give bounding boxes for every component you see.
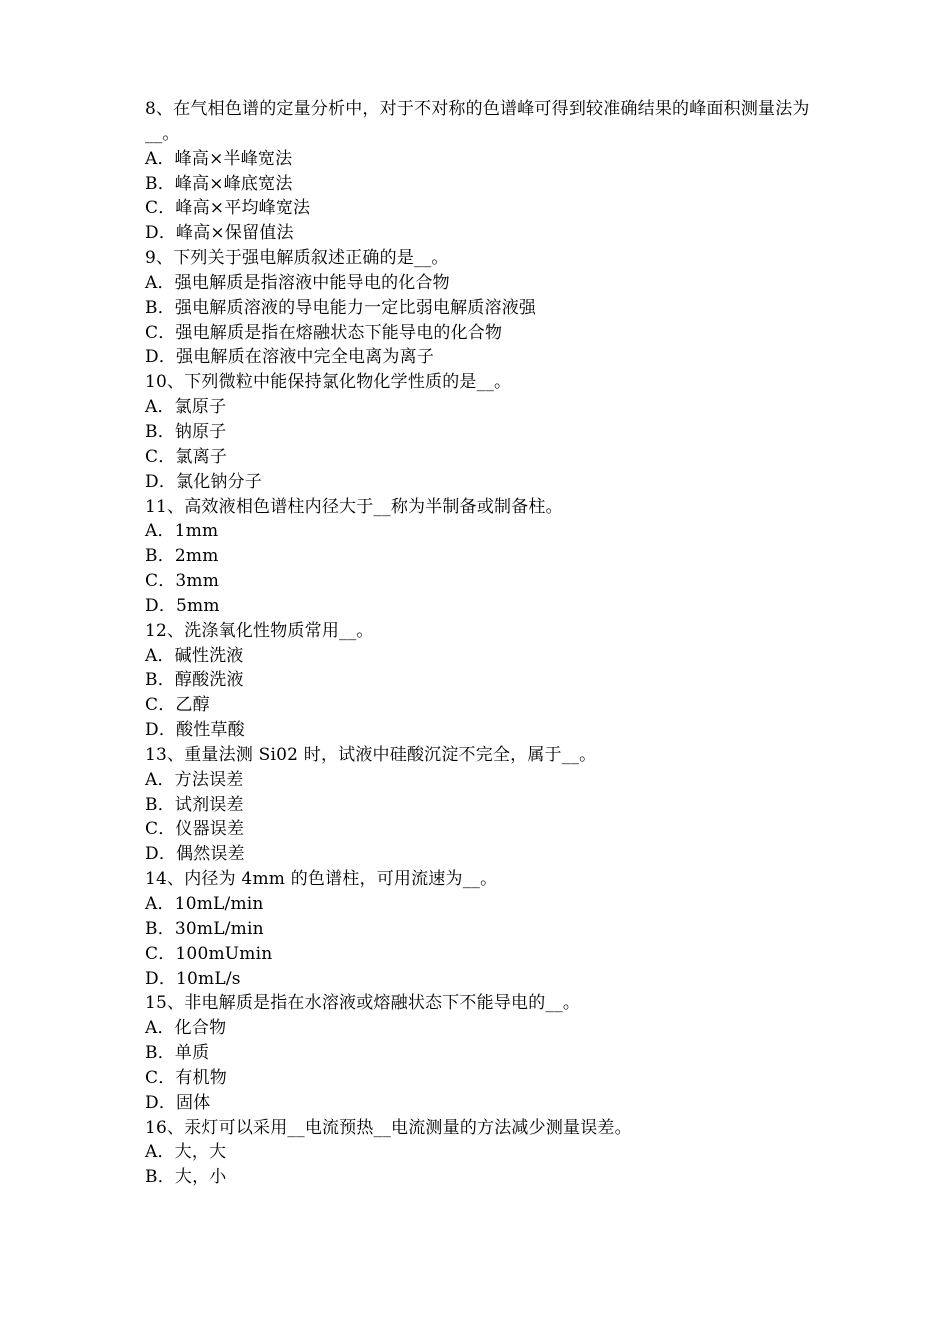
option-c: C．乙醇 bbox=[145, 695, 210, 716]
question-stem: 10、下列微粒中能保持氯化物化学性质的是__。 bbox=[145, 372, 512, 393]
option-a: A．化合物 bbox=[145, 1018, 227, 1039]
option-a: A．碱性洗液 bbox=[145, 645, 244, 666]
option-d: D．5mm bbox=[145, 595, 220, 616]
document-page bbox=[145, 97, 815, 1190]
option-b: B．单质 bbox=[145, 1043, 210, 1064]
option-b: B．峰高×峰底宽法 bbox=[145, 173, 293, 194]
question-8 bbox=[145, 97, 815, 246]
option-c: C．峰高×平均峰宽法 bbox=[145, 198, 311, 219]
question-stem: 11、高效液相色谱柱内径大于__称为半制备或制备柱。 bbox=[145, 496, 563, 517]
option-d: D．酸性草酸 bbox=[145, 720, 245, 741]
question-stem: 9、下列关于强电解质叙述正确的是__。 bbox=[145, 248, 449, 269]
question-10 bbox=[145, 370, 815, 494]
option-d: D．固体 bbox=[145, 1092, 211, 1113]
option-b: B．2mm bbox=[145, 546, 219, 567]
question-9 bbox=[145, 246, 815, 370]
option-b: B．30mL/min bbox=[145, 918, 264, 939]
option-a: A．1mm bbox=[145, 521, 219, 542]
question-stem: 16、汞灯可以采用__电流预热__电流测量的方法减少测量误差。 bbox=[145, 1117, 632, 1138]
option-a: A．强电解质是指溶液中能导电的化合物 bbox=[145, 272, 450, 293]
option-c: C．强电解质是指在熔融状态下能导电的化合物 bbox=[145, 322, 503, 343]
option-c: C．100mUmin bbox=[145, 943, 273, 964]
question-11 bbox=[145, 495, 815, 619]
option-c: C．3mm bbox=[145, 571, 220, 592]
option-b: B．钠原子 bbox=[145, 421, 227, 442]
option-d: D．峰高×保留值法 bbox=[145, 223, 294, 244]
question-14 bbox=[145, 867, 815, 991]
question-15 bbox=[145, 991, 815, 1115]
option-c: C．有机物 bbox=[145, 1067, 228, 1088]
question-stem: 14、内径为 4mm 的色谱柱，可用流速为__。 bbox=[145, 869, 498, 890]
option-a: A．10mL/min bbox=[145, 894, 264, 914]
option-b: B．大，小 bbox=[145, 1167, 227, 1188]
option-a: A．峰高×半峰宽法 bbox=[145, 148, 293, 169]
option-d: D．氯化钠分子 bbox=[145, 471, 263, 492]
question-16 bbox=[145, 1116, 815, 1191]
option-b: B．强电解质溶液的导电能力一定比弱电解质溶液强 bbox=[145, 297, 537, 318]
option-d: D．偶然误差 bbox=[145, 844, 245, 865]
question-12 bbox=[145, 619, 815, 743]
question-stem: 15、非电解质是指在水溶液或熔融状态下不能导电的__。 bbox=[145, 993, 581, 1014]
question-stem: 8、在气相色谱的定量分析中，对于不对称的色谱峰可得到较准确结果的峰面积测量法为__。 bbox=[145, 99, 810, 144]
option-c: C．仪器误差 bbox=[145, 819, 245, 840]
option-d: D．强电解质在溶液中完全电离为离子 bbox=[145, 347, 435, 368]
question-stem: 13、重量法测 Si02 时，试液中硅酸沉淀不完全，属于__。 bbox=[145, 744, 597, 765]
question-13 bbox=[145, 743, 815, 867]
option-a: A．方法误差 bbox=[145, 769, 244, 790]
option-d: D．10mL/s bbox=[145, 968, 241, 989]
option-b: B．试剂误差 bbox=[145, 794, 244, 815]
option-a: A．氯原子 bbox=[145, 397, 227, 418]
option-c: C．氯离子 bbox=[145, 446, 228, 467]
question-stem: 12、洗涤氧化性物质常用__。 bbox=[145, 620, 374, 641]
option-a: A．大，大 bbox=[145, 1142, 227, 1163]
option-b: B．醇酸洗液 bbox=[145, 670, 244, 691]
